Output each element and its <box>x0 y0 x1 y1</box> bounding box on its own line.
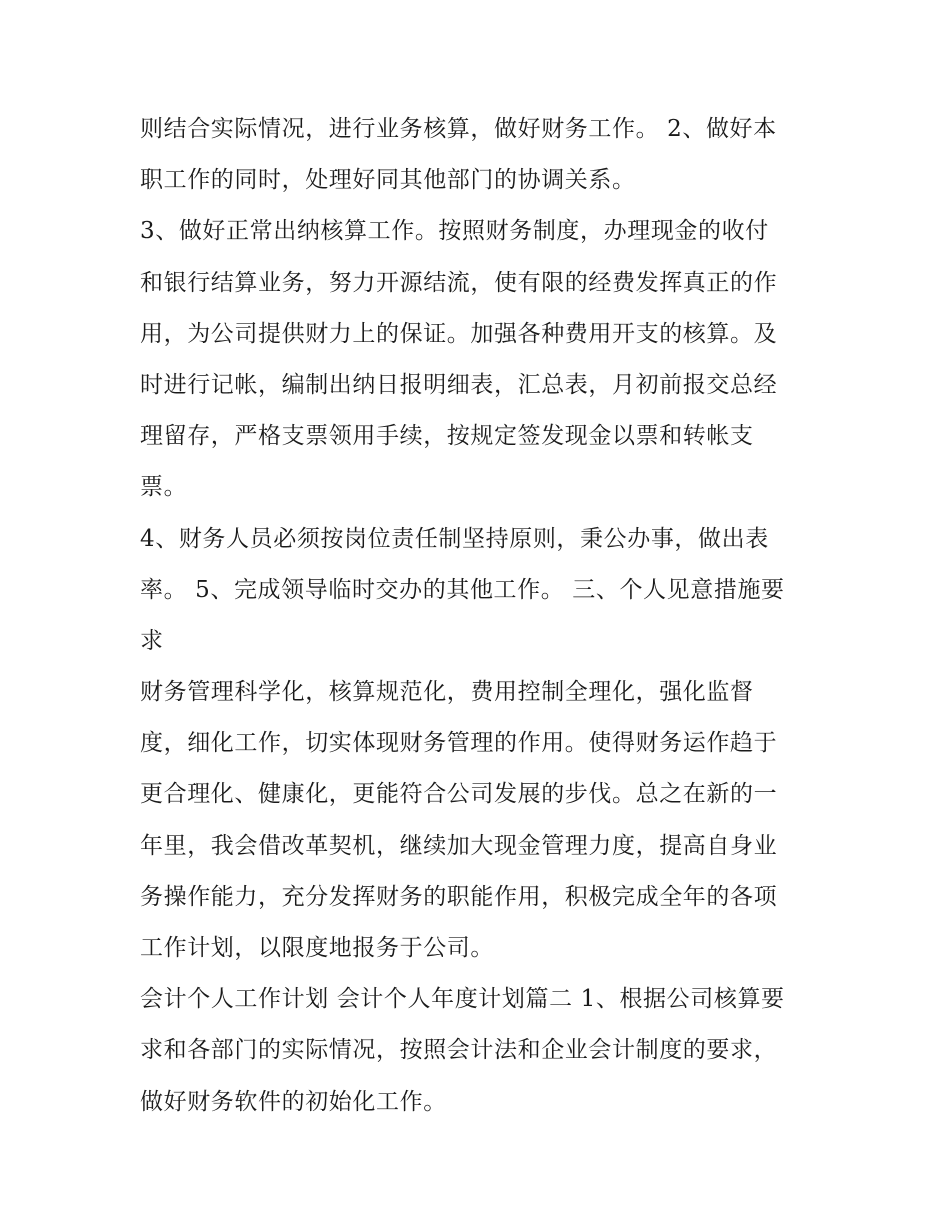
text-line: 做好财务软件的初始化工作。 <box>140 1088 447 1115</box>
text-line: 工作计划，以限度地报务于公司。 <box>140 935 494 961</box>
text-line: 则结合实际情况，进行业务核算，做好财务工作。 2、做好本 <box>140 116 777 142</box>
text-line: 用，为公司提供财力上的保证。加强各种费用开支的核算。及 <box>140 320 778 347</box>
text-line: 度，细化工作，切实体现财务管理的作用。使得财务运作趋于 <box>140 730 778 757</box>
text-line: 和银行结算业务，努力开源结流，使有限的经费发挥真正的作 <box>140 269 778 296</box>
text-line: 求 <box>140 627 164 654</box>
text-line: 更合理化、健康化，更能符合公司发展的步伐。总之在新的一 <box>140 781 778 808</box>
text-line: 率。 5、完成领导临时交办的其他工作。 三、个人见意措施要 <box>140 576 785 603</box>
text-line: 务操作能力，充分发挥财务的职能作用，积极完成全年的各项 <box>140 883 778 910</box>
text-line: 时进行记帐，编制出纳日报明细表，汇总表，月初前报交总经 <box>140 371 778 398</box>
text-line: 求和各部门的实际情况，按照会计法和企业会计制度的要求， <box>140 1037 778 1064</box>
text-line: 票。 <box>140 474 188 501</box>
document-text <box>140 104 820 1128</box>
text-line: 3、做好正常出纳核算工作。按照财务制度，办理现金的收付 <box>140 218 769 245</box>
text-line: 理留存，严格支票领用手续，按规定签发现金以票和转帐支 <box>140 423 754 450</box>
text-line: 4、财务人员必须按岗位责任制坚持原则，秉公办事，做出表 <box>140 525 769 552</box>
text-line: 会计个人工作计划 会计个人年度计划篇二 1、根据公司核算要 <box>140 986 785 1013</box>
text-line: 财务管理科学化，核算规范化，费用控制全理化，强化监督 <box>140 679 754 706</box>
text-line: 职工作的同时，处理好同其他部门的协调关系。 <box>140 167 636 194</box>
text-line: 年里，我会借改革契机，继续加大现金管理力度，提高自身业 <box>140 832 778 859</box>
